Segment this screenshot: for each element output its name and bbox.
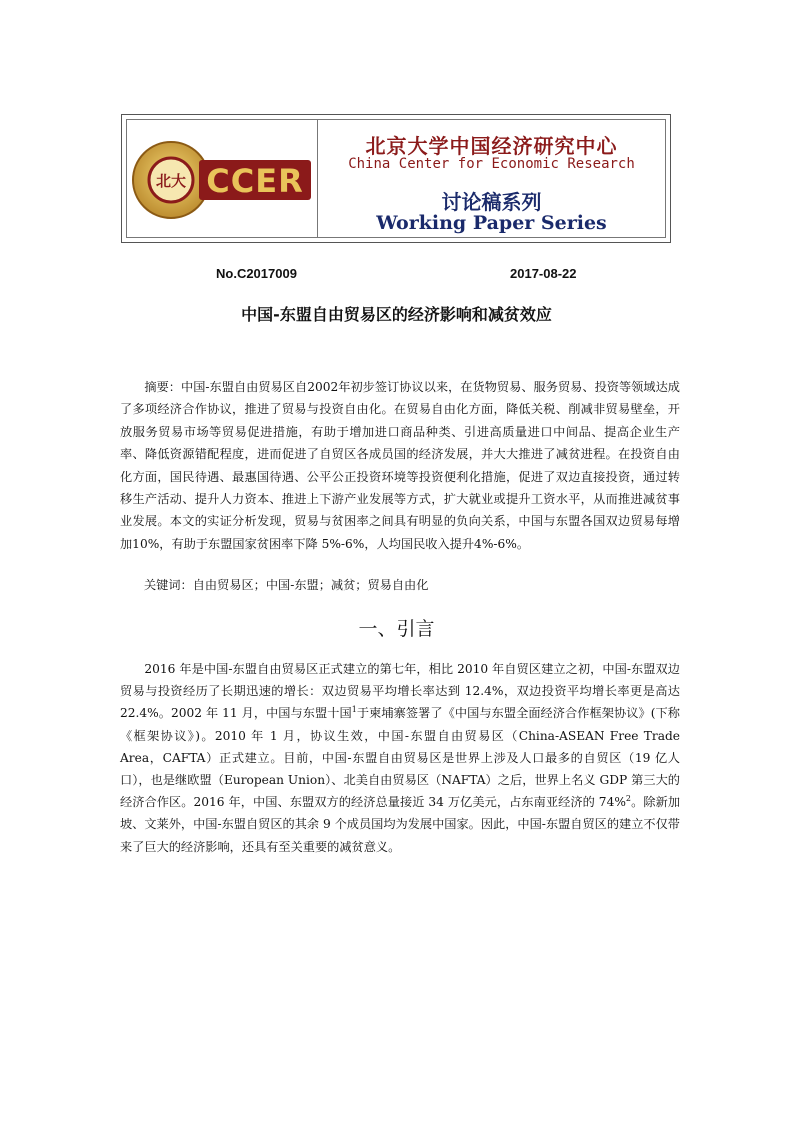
center-name-cn: 北京大学中国经济研究中心: [365, 134, 618, 158]
intro-text-part-a: 2016 年是中国-东盟自由贸易区正式建立的第七年，相比 2010 年自贸区建立之初，中国-东盟双边贸易与投资经历了长期迅速的增长：双边贸易平均增长率达到 12.4%，双边投资平均增长率更是高达 22.4%。2002 年 11 月，中国与东盟十国: [120, 662, 680, 721]
ccer-logo-graphic: [127, 120, 316, 239]
logo-text: CCER: [206, 162, 304, 200]
ccer-logo: [127, 120, 318, 237]
header-inner-frame: [126, 119, 666, 238]
logo-seal-text: 北大: [155, 172, 187, 190]
intro-text-part-b: 于柬埔寨签署了《中国与东盟全面经济合作框架协议》(下称《框架协议》)。2010 年 1 月，协议生效，中国-东盟自由贸易区（China-ASEAN Free Trade Area，CAFTA）正式建立。目前，中国-东盟自由贸易区是世界上涉及人口最多的自贸区（19 亿人口），也是继欧盟（European Union）、北美自由贸易区（NAFTA）之后，世界上名义 GDP 第三大的经济合作区。2016 年，中国、东盟双方的经济总量接近 34 万亿美元，占东南亚经济的 74%: [120, 706, 680, 810]
header-banner: [121, 114, 671, 243]
footnote-marker-2[interactable]: 2: [625, 794, 631, 804]
paper-date: 2017-08-22: [510, 266, 577, 281]
keywords-line: 关键词：自由贸易区；中国-东盟；减贫；贸易自由化: [144, 578, 429, 592]
paper-title: 中国-东盟自由贸易区的经济影响和减贫效应: [241, 305, 552, 324]
abstract-paragraph: 摘要：中国-东盟自由贸易区自2002年初步签订协议以来，在货物贸易、服务贸易、投资等领域达成了多项经济合作协议，推进了贸易与投资自由化。在贸易自由化方面，降低关税、削减非贸易壁垒，开放服务贸易市场等贸易促进措施，有助于增加进口商品种类、引进高质量进口中间品、提高企业生产率、降低资源错配程度，进而促进了自贸区各成员国的经济发展，并大大推进了减贫进程。在投资自由化方面，国民待遇、最惠国待遇、公平公正投资环境等投资便利化措施，促进了双边直接投资，通过转移生产活动、提升人力资本、推进上下游产业发展等方式，扩大就业或提升工资水平，从而推进减贫事业发展。本文的实证分析发现，贸易与贫困率之间具有明显的负向关系，中国与东盟各国双边贸易每增加10%，有助于东盟国家贫困率下降 5%-6%，人均国民收入提升4%-6%。: [120, 380, 680, 551]
footnote-marker-1[interactable]: 1: [351, 705, 357, 715]
header-titles: [318, 120, 665, 237]
center-name-en: China Center for Economic Research: [348, 156, 635, 172]
introduction-paragraph: [120, 658, 680, 858]
intro-text-part-c: 。除新加坡、文莱外，中国-东盟自贸区的其余 9 个成员国均为发展中国家。因此，中国-东盟自贸区的建立不仅带来了巨大的经济影响，还具有至关重要的减贫意义。: [120, 795, 681, 854]
series-name-cn: 讨论稿系列: [441, 190, 542, 214]
section-heading-introduction: 一、引言: [358, 618, 435, 640]
paper-number: No.C2017009: [216, 266, 297, 281]
series-name-en: Working Paper Series: [376, 212, 607, 234]
